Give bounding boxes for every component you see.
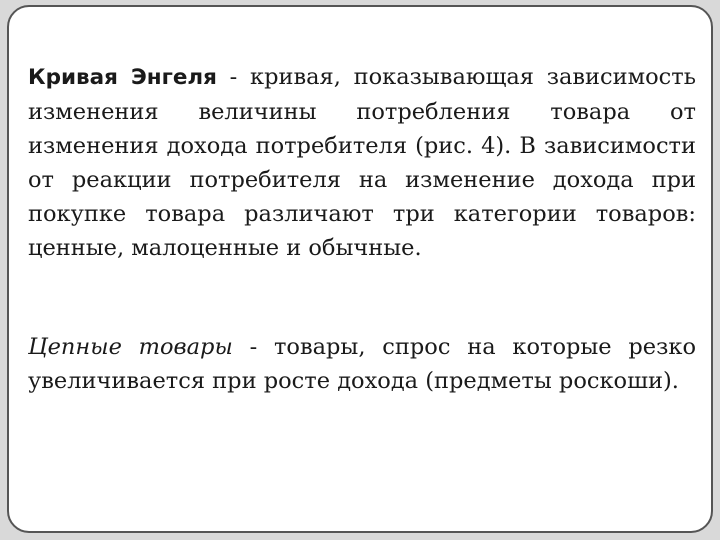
slide-card [7, 5, 713, 533]
valuable-goods-text: - товары, спрос на которые резко увеличивается при росте дохода (предметы роскоши). [28, 334, 696, 394]
engel-curve-definition [28, 60, 696, 265]
definition-dash: - [216, 64, 250, 90]
valuable-goods-term: Цепные товары [28, 334, 233, 360]
engel-curve-text: кривая, показывающая зависимость изменения величины потребления товара от изменения дохода потребителя (рис. 4). В зависимости от реакции потребителя на изменение дохода при покупке товара различают три категории товаров: ценные, малоценные и обычные. [28, 64, 696, 261]
valuable-goods-definition [28, 330, 696, 398]
engel-curve-term: Кривая Энгеля [28, 65, 217, 90]
